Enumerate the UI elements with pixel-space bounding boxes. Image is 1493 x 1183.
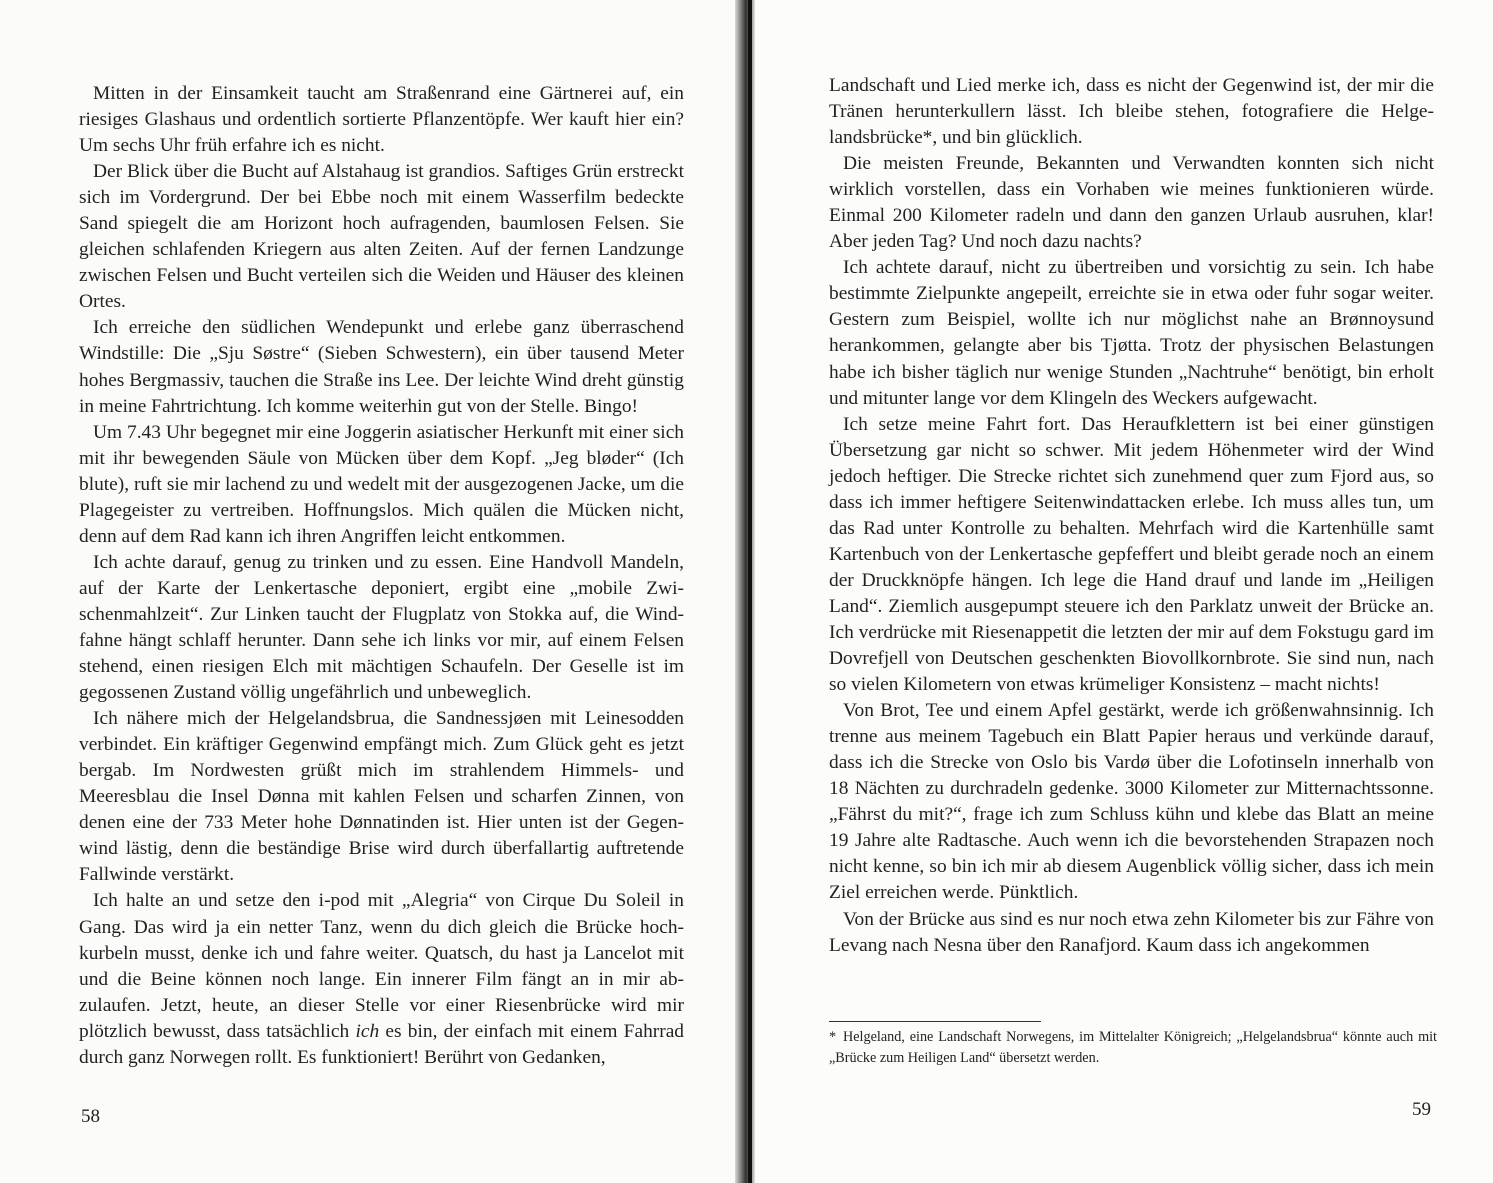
page-number-right: 59: [1412, 1099, 1431, 1120]
footnote-text: Helgeland, eine Landschaft Norwegens, im Mittelalter Königreich; „Helgelandsbrua“ könnte auch mit „Brücke zum Heiligen Land“ übersetzt werden.: [829, 1029, 1437, 1066]
right-page-body: [829, 73, 1434, 959]
paragraph: Ich setze meine Fahrt fort. Das Heraufklettern ist bei einer günstigen Übersetzung gar nicht so schwer. Mit jedem Höhenmeter wird der Wind jedoch heftiger. Die Strecke richtet sich zunehmend quer zum Fjord aus, so dass ich immer heftigere Seitenwindattacken erlebe. Ich muss alles tun, um das Rad unter Kontrolle zu behalten. Mehrfach wird die Kartenhülle samt Kartenbuch von der Lenkertasche gepfeffert und bleibt gerade noch an einem der Druckknöpfe hängen. Ich lege die Hand drauf und lande im „Heiligen Land“. Ziemlich ausgepumpt steuere ich den Parklatz unweit der Brücke an. Ich verdrücke mit Riesenappetit die letzten der mir auf dem Fokstugu gard im Dovrefjell von Deutschen geschenkten Biovollkornbrote. Sie sind nun, nach so vielen Kilometern von etwas krümeliger Konsistenz – macht nichts!: [829, 413, 1434, 696]
paragraph-text: Ich halte an und setze den i-pod mit „Alegria“ von Cirque Du Soleil in Gang. Das wird ja ein netter Tanz, wenn du dich gleich die Brücke hochkurbeln musst, denke ich und fahre weiter. Quatsch, du hast ja Lancelot mit und die Beine können noch lange. Ein innerer Film fängt an in mir abzulaufen. Jetzt, heute, an dieser Stelle vor einer Riesenbrücke wird mir plötzlich bewusst, dass tatsächlich: [79, 890, 684, 1042]
paragraph: Um 7.43 Uhr begegnet mir eine Joggerin asiatischer Herkunft mit einer sich mit ihr bewegenden Säule von Mücken über dem Kopf. „Jeg bløder“ (Ich blute), ruft sie mir lachend zu und wedelt mit der ausgezogenen Jacke, um die Plagegeister zu vertreiben. Hoffnungslos. Mich quälen die Mücken nicht, denn auf dem Rad kann ich ihren Angriffen leicht entkommen.: [79, 421, 684, 547]
left-page-body: [79, 81, 684, 1071]
emphasis-text: ich: [355, 1020, 380, 1042]
paragraph: Mitten in der Einsamkeit taucht am Straßenrand eine Gärtnerei auf, ein riesiges Glashaus und ordentlich sortierte Pflanzentöpfe. Wer kauft hier ein? Um sechs Uhr früh erfahre ich es nicht.: [79, 83, 684, 157]
book-gutter: [735, 0, 755, 1183]
footnote-mark: *: [829, 1029, 837, 1045]
paragraph: [79, 888, 684, 1070]
paragraph: Ich erreiche den südlichen Wendepunkt und erlebe ganz überraschend Windstille: Die „Sju Søstre“ (Sieben Schwestern), ein über tausend Meter hohes Bergmassiv, tauchen die Straße ins Lee. Der leichte Wind dreht günstig in meine Fahrtrichtung. Ich komme weiterhin gut von der Stelle. Bingo!: [79, 317, 684, 417]
paragraph: Der Blick über die Bucht auf Alstahaug ist grandios. Saftiges Grün erstreckt sich im Vordergrund. Der bei Ebbe noch mit einem Wasserfilm bedeckte Sand spiegelt die am Horizont hoch aufragenden, baumlosen Felsen. Sie gleichen schlafenden Kriegern aus alten Zeiten. Auf der fernen Landzunge zwischen Felsen und Bucht verteilen sich die Weiden und Häuser des kleinen Ortes.: [79, 161, 684, 313]
paragraph: Ich achtete darauf, nicht zu übertreiben und vorsichtig zu sein. Ich habe bestimmte Zielpunkte angepeilt, erreichte sie in etwa oder fuhr sogar weiter. Gestern zum Beispiel, wollte ich nur möglichst nahe an Brønnoysund herankommen, gelangte aber bis Tjøtta. Trotz der physischen Belastungen habe ich bisher täglich nur wenige Stunden „Nachtruhe“ benötigt, bin erholt und mitunter lange vor dem Klingeln des Weckers aufgewacht.: [829, 257, 1434, 409]
paragraph: Von Brot, Tee und einem Apfel gestärkt, werde ich größenwahnsinnig. Ich trenne aus meinem Tagebuch ein Blatt Papier heraus und verkünde darauf, dass ich die Strecke von Oslo bis Vardø über die Lofotinseln innerhalb von 18 Nächten zu durchradeln gedenke. 3000 Kilometer zur Mitternachtssonne. „Fährst du mit?“, frage ich zum Schluss kühn und klebe das Blatt an meine 19 Jahre alte Radtasche. Auch wenn ich die bevorstehenden Strapazen noch nicht kenne, so bin ich mir ab diesem Augenblick völlig sicher, dass ich mein Ziel erreichen werde. Pünktlich.: [829, 700, 1434, 904]
paragraph-text-tail: es bin, der einfach mit einem Fahrrad durch ganz Norwegen rollt. Es funktioniert! Berührt von Gedanken,: [79, 1020, 684, 1068]
paragraph: Ich nähere mich der Helgelandsbrua, die Sandnessjøen mit Leinesodden verbindet. Ein kräftiger Gegenwind empfängt mich. Zum Glück geht es jetzt bergab. Im Nordwesten grüßt mich im strahlendem Himmels- und Meeresblau die Insel Dønna mit kahlen Felsen und scharfen Zinnen, von denen eine der 733 Meter hohe Dønnatinden ist. Hier unten ist der Gegenwind lästig, denn die beständige Brise wird durch überfallartig auftretende Fallwinde verstärkt.: [79, 708, 684, 886]
gutter-shadow-line: [748, 0, 752, 1183]
paragraph: Ich achte darauf, genug zu trinken und zu essen. Eine Handvoll Mandeln, auf der Karte der Lenkertasche deponiert, ergibt eine „mobile Zwischenmahlzeit“. Zur Linken taucht der Flugplatz von Stokka auf, die Windfahne hängt schlaff herunter. Dann sehe ich links vor mir, auf einem Felsen stehend, einen riesigen Elch mit mächtigen Schaufeln. Der Geselle ist im gegossenen Zustand völlig ungefährlich und unbeweglich.: [79, 551, 684, 704]
paragraph: Von der Brücke aus sind es nur noch etwa zehn Kilometer bis zur Fähre von Levang nach Nesna über den Ranafjord. Kaum dass ich angekommen: [829, 908, 1434, 956]
footnote-rule: [829, 1021, 1041, 1022]
left-page: [0, 0, 735, 1183]
footnote: [829, 1027, 1437, 1069]
page-number-left: 58: [81, 1106, 100, 1127]
paragraph: Die meisten Freunde, Bekannten und Verwandten konnten sich nicht wirklich vorstellen, dass ein Vorhaben wie meines funktionieren würde. Einmal 200 Kilometer radeln und dann den ganzen Urlaub ausruhen, klar! Aber jeden Tag? Und noch dazu nachts?: [829, 153, 1434, 253]
paragraph-continuation: Landschaft und Lied merke ich, dass es nicht der Gegenwind ist, der mir die Tränen herunterkullern lässt. Ich bleibe stehen, fotografiere die Helgelandsbrücke*, und bin glücklich.: [829, 75, 1434, 149]
